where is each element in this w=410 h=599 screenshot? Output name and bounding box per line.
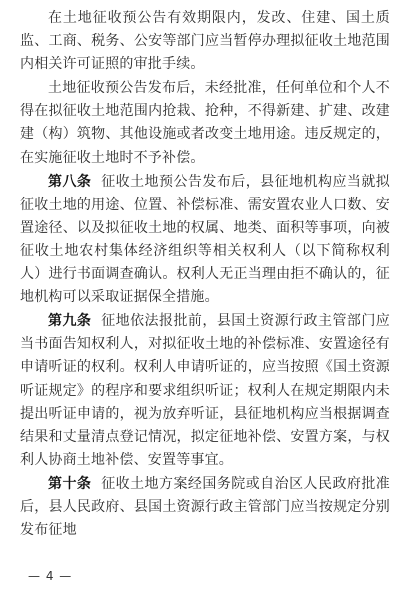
paragraph-2 — [20, 77, 390, 169]
paragraph-text: 征地依法报批前，县国土资源行政主管部门应当书面告知权利人，对拟征收土地的补偿标准、安置途径有申请听证的权利。权利人申请听证的，应当按照《国土资源听证规定》的程序和要求组织听证；权利人在规定期限内未提出听证申请的，视为放弃听证，县征地机构应当根据调查结果和丈量清点登记情况，拟定征地补偿、安置方案，与权利人协商土地补偿、安置等事宜。 — [20, 313, 390, 468]
page-number: — 4 — — [28, 569, 73, 583]
article-9 — [20, 310, 390, 472]
paragraph-text: 征收土地预公告发布后，县征地机构应当就拟征收土地的用途、位置、补偿标准、需安置农业人口数、安置途径、以及拟征收土地的权属、地类、面积等事项，向被征收土地农村集体经济组织等相关权利人（以下简称权利人）进行书面调查确认。权利人无正当理由拒不确认的，征地机构可以采取证据保全措施。 — [20, 173, 390, 306]
article-heading: 第九条 — [48, 313, 92, 330]
paragraph-text: 征收土地方案经国务院或自治区人民政府批准后，县人民政府、县国土资源行政主管部门应当按规定分别发布征地 — [20, 475, 390, 539]
paragraph-text: 土地征收预公告发布后，未经批准，任何单位和个人不得在拟征收土地范围内抢栽、抢种，不得新建、扩建、改建建（构）筑物、其他设施或者改变土地用途。违反规定的，在实施征收土地时不予补偿。 — [20, 80, 390, 166]
article-8 — [20, 171, 390, 310]
article-heading: 第十条 — [48, 475, 92, 492]
article-10 — [20, 473, 390, 542]
article-heading: 第八条 — [48, 173, 92, 190]
paragraph-text: 在土地征收预公告有效期限内，发改、住建、国土质监、工商、税务、公安等部门应当暂停办理拟征收土地范围内相关许可证照的审批手续。 — [20, 10, 390, 73]
paragraph-1 — [20, 7, 390, 76]
